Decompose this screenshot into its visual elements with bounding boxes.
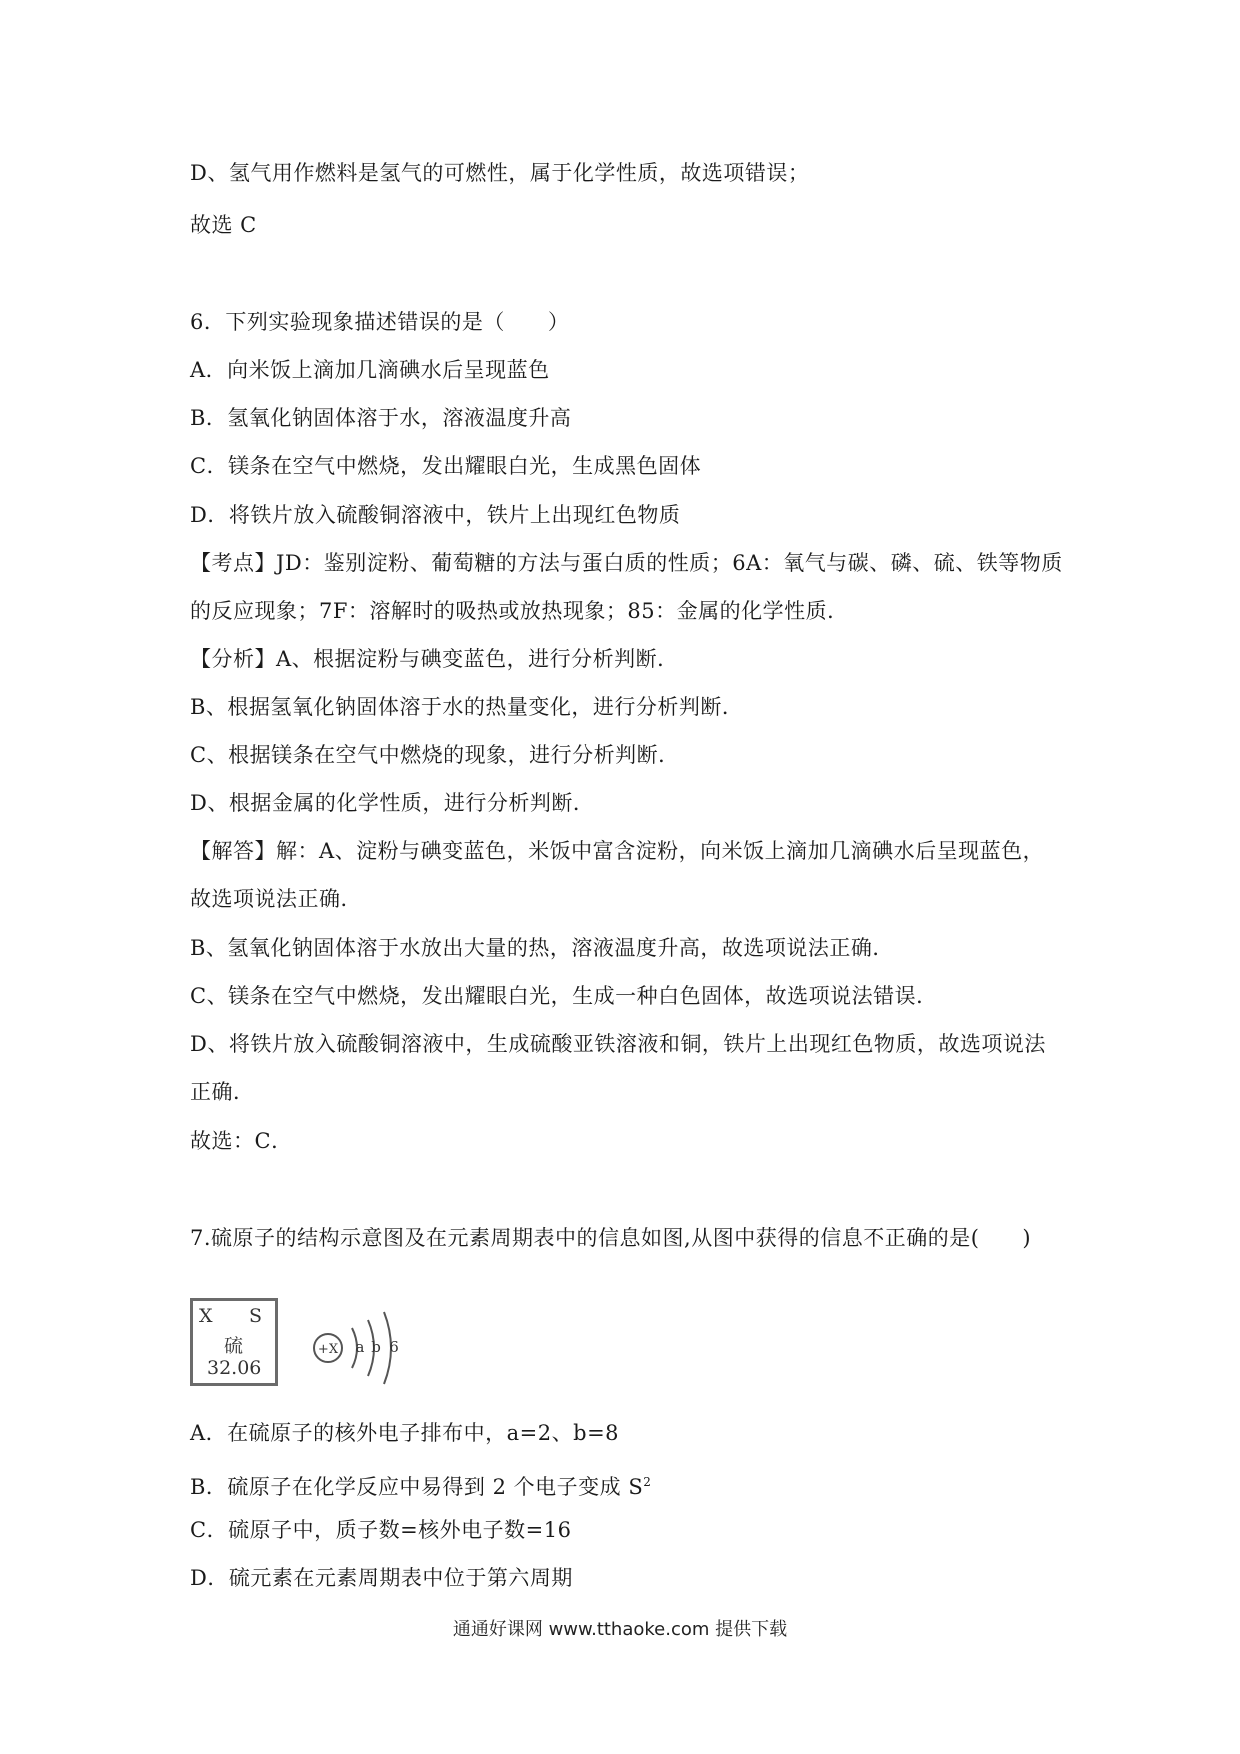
- shell-a-label: a: [355, 1338, 365, 1356]
- question-7-title: 7.硫原子的结构示意图及在元素周期表中的信息如图,从图中获得的信息不正确的是( ): [190, 1226, 1032, 1250]
- q6-kaodian-2: 的反应现象；7F：溶解时的吸热或放热现象；85：金属的化学性质．: [190, 599, 849, 623]
- question-6-title: 6．下列实验现象描述错误的是（ ）: [190, 310, 570, 334]
- q6-analysis-c: C、根据镁条在空气中燃烧的现象，进行分析判断．: [190, 743, 680, 767]
- q6-option-b: B．氢氧化钠固体溶于水，溶液温度升高: [190, 406, 572, 430]
- sulfur-figure: [190, 1290, 430, 1390]
- q6-solution-d-2: 正确．: [190, 1080, 255, 1104]
- atom-structure-svg: [308, 1290, 428, 1390]
- q7-option-b-text: B．硫原子在化学反应中易得到 2 个电子变成 S: [190, 1475, 644, 1499]
- q6-solution-d-1: D、将铁片放入硫酸铜溶液中，生成硫酸亚铁溶液和铜，铁片上出现红色物质，故选项说法: [190, 1032, 1046, 1056]
- q6-option-c: C．镁条在空气中燃烧，发出耀眼白光，生成黑色固体: [190, 454, 702, 478]
- q6-solution-c: C、镁条在空气中燃烧，发出耀眼白光，生成一种白色固体，故选项说法错误．: [190, 984, 938, 1008]
- q6-analysis-a: 【分析】A、根据淀粉与碘变蓝色，进行分析判断．: [190, 647, 679, 671]
- page-footer: 通通好课网 www.tthaoke.com 提供下载: [452, 1619, 788, 1640]
- element-symbol: S: [249, 1305, 263, 1327]
- q7-option-a: A．在硫原子的核外电子排布中，a=2、b=8: [190, 1421, 620, 1445]
- shell-b-label: b: [371, 1338, 381, 1356]
- shell-c-label: 6: [389, 1338, 399, 1356]
- q6-solution-a-2: 故选项说法正确．: [190, 887, 362, 911]
- element-box: [190, 1298, 278, 1386]
- q7-option-d: D．硫元素在元素周期表中位于第六周期: [190, 1566, 573, 1590]
- element-number: X: [199, 1305, 213, 1327]
- line-answer-c: 故选 C: [190, 213, 257, 237]
- q7-option-c: C．硫原子中，质子数=核外电子数=16: [190, 1518, 572, 1542]
- q6-option-a: A．向米饭上滴加几滴碘水后呈现蓝色: [190, 358, 550, 382]
- element-name: 硫: [224, 1335, 244, 1357]
- line-d-hydrogen: D、氢气用作燃料是氢气的可燃性，属于化学性质，故选项错误；: [190, 161, 810, 185]
- q6-kaodian-1: 【考点】JD：鉴别淀粉、葡萄糖的方法与蛋白质的性质；6A：氧气与碳、磷、硫、铁等物质: [190, 551, 1063, 575]
- q6-option-d: D．将铁片放入硫酸铜溶液中，铁片上出现红色物质: [190, 503, 681, 527]
- q6-analysis-b: B、根据氢氧化钠固体溶于水的热量变化，进行分析判断．: [190, 695, 744, 719]
- q6-solution-b: B、氢氧化钠固体溶于水放出大量的热，溶液温度升高，故选项说法正确．: [190, 936, 894, 960]
- q6-analysis-d: D、根据金属的化学性质，进行分析判断．: [190, 791, 595, 815]
- q6-solution-a-1: 【解答】解：A、淀粉与碘变蓝色，米饭中富含淀粉，向米饭上滴加几滴碘水后呈现蓝色，: [190, 839, 1045, 863]
- nucleus-label: +X: [317, 1342, 339, 1357]
- element-mass: 32.06: [207, 1357, 262, 1379]
- q6-final-answer: 故选：C．: [190, 1129, 293, 1153]
- q7-option-b: [190, 1467, 651, 1502]
- atom-structure-diagram: [308, 1290, 428, 1390]
- q7-option-b-superscript: 2: [643, 1475, 652, 1489]
